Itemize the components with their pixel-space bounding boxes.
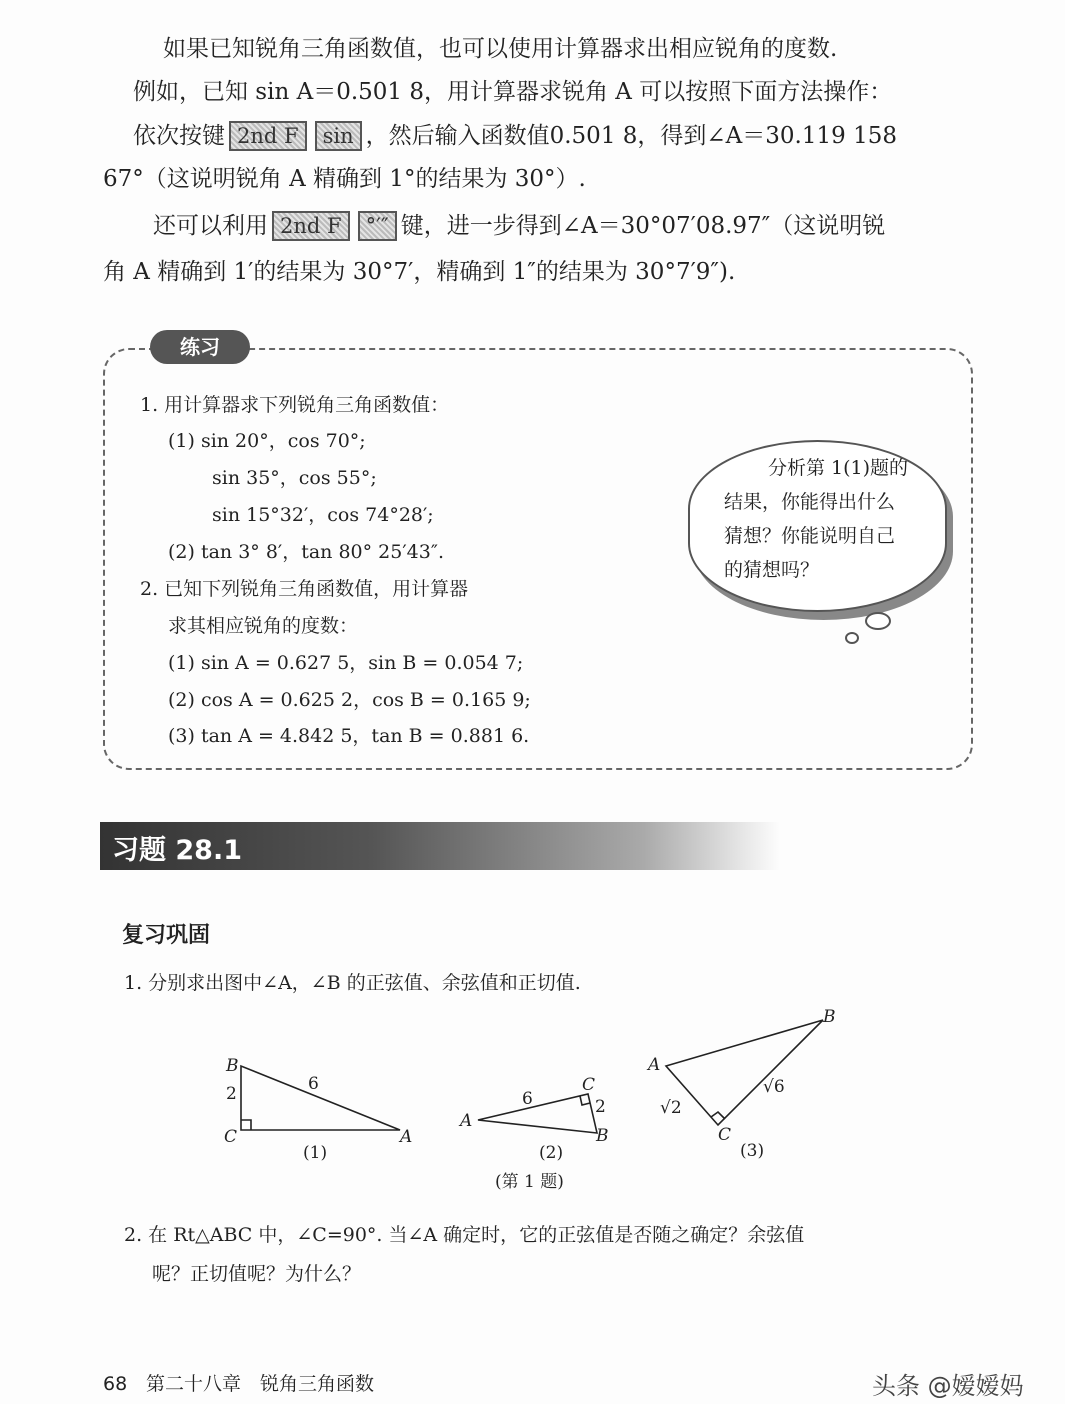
watermark: 头条 @嫒嫒妈 [872, 1372, 1024, 1400]
vertex-label: C [718, 1125, 732, 1145]
vertex-label: B [823, 1007, 836, 1027]
text: ，然后输入函数值0.501 8，得到∠A＝30.119 158 [365, 123, 897, 149]
question-2: 2. 在 Rt△ABC 中，∠C=90°. 当∠A 确定时，它的正弦值是否随之确定？余弦值 [124, 1224, 805, 1246]
side-label: √2 [660, 1098, 682, 1118]
side-label: 6 [308, 1074, 319, 1094]
practice-line: sin 35°，cos 55°; [212, 467, 377, 489]
intro-line: 角 A 精确到 1′的结果为 30°7′，精确到 1″的结果为 30°7′9″). [103, 259, 736, 285]
right-angle-mark [711, 1112, 725, 1119]
practice-line: (3) tan A = 4.842 5，tan B = 0.881 6. [168, 725, 530, 747]
text: 依次按键 [133, 123, 225, 149]
section-heading: 复习巩固 [122, 923, 211, 948]
practice-line: (2) tan 3° 8′，tan 80° 25′43″. [168, 541, 444, 563]
practice-line: 2. 已知下列锐角三角函数值，用计算器 [140, 578, 469, 600]
practice-line: sin 15°32′，cos 74°28′; [212, 504, 434, 526]
vertex-label: A [648, 1055, 661, 1075]
vertex-label: A [460, 1111, 473, 1131]
bubble-line: 的猜想吗？ [724, 559, 820, 581]
vertex-label: C [582, 1075, 596, 1095]
triangle-2 [478, 1094, 597, 1133]
right-angle-mark [241, 1120, 251, 1130]
question-2: 呢？正切值呢？为什么？ [152, 1263, 362, 1285]
bubble-line: 分析第 1(1)题的 [768, 457, 909, 479]
page-number: 68 [103, 1373, 128, 1395]
text: 还可以利用 [153, 213, 268, 239]
vertex-label: C [224, 1127, 238, 1147]
figure-label: (3) [740, 1141, 765, 1161]
intro-line: 例如，已知 sin A＝0.501 8，用计算器求锐角 A 可以按照下面方法操作： [133, 79, 893, 105]
triangle-1 [241, 1066, 400, 1130]
figure-label: (2) [539, 1143, 564, 1163]
practice-line: (1) sin 20°，cos 70°; [168, 430, 366, 452]
text: 键，进一步得到∠A＝30°07′08.97″（这说明锐 [400, 213, 886, 239]
key-2ndf: 2nd F [272, 211, 350, 241]
figure-label: (1) [303, 1143, 328, 1163]
practice-line: 求其相应锐角的度数： [168, 615, 359, 637]
key-sin: sin [315, 121, 362, 151]
intro-line: 如果已知锐角三角函数值，也可以使用计算器求出相应锐角的度数. [163, 36, 838, 62]
triangle-3 [666, 1020, 823, 1125]
side-label: 6 [522, 1089, 533, 1109]
chapter-title: 第二十八章 锐角三角函数 [146, 1373, 375, 1395]
vertex-label: B [596, 1126, 609, 1146]
question-1: 1. 分别求出图中∠A，∠B 的正弦值、余弦值和正切值. [124, 972, 581, 994]
side-label: √6 [763, 1077, 785, 1097]
practice-line: (2) cos A = 0.625 2，cos B = 0.165 9; [168, 689, 531, 711]
practice-badge: 练习 [150, 330, 250, 364]
practice-line: (1) sin A = 0.627 5，sin B = 0.054 7; [168, 652, 524, 674]
vertex-label: A [400, 1127, 413, 1147]
banner-title: 习题 28.1 [112, 835, 243, 866]
bubble-line: 结果，你能得出什么 [724, 491, 896, 513]
figure-caption: (第 1 题) [495, 1172, 564, 1192]
key-2ndf: 2nd F [229, 121, 307, 151]
side-label: 2 [226, 1084, 237, 1104]
vertex-label: B [226, 1056, 239, 1076]
bubble-line: 猜想？你能说明自己 [724, 525, 896, 547]
practice-line: 1. 用计算器求下列锐角三角函数值： [140, 394, 450, 416]
side-label: 2 [595, 1097, 606, 1117]
intro-line: 67°（这说明锐角 A 精确到 1°的结果为 30°）. [103, 166, 586, 192]
key-dms: °′″ [358, 211, 397, 241]
